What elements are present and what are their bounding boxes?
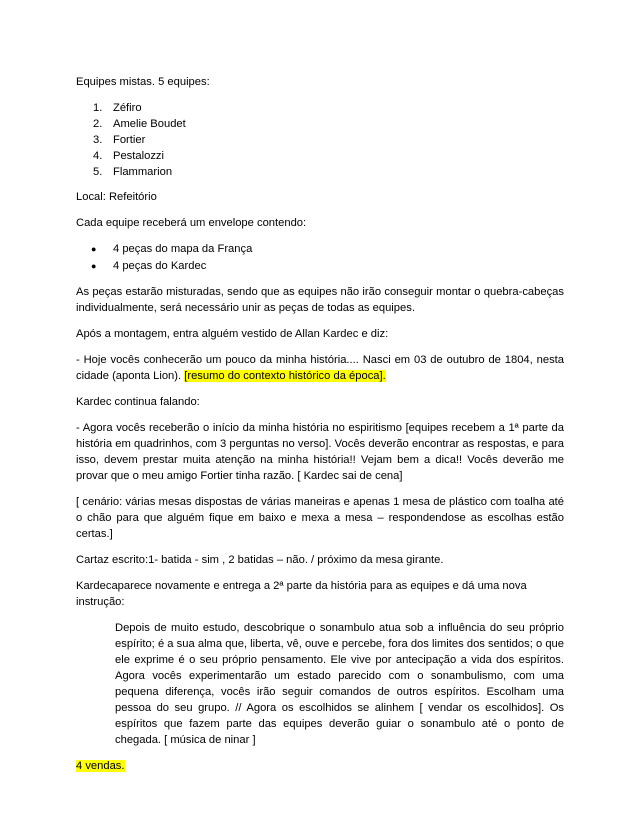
intro-text: Equipes mistas. 5 equipes: [76, 76, 210, 88]
instruction-block: Depois de muito estudo, descobrique o sonambulo atua sob a influência do seu próprio espírito; é a sua alma que, liberta, vê, ouve e percebe, fora dos limites dos sentidos; o que ele exprime é o seu próprio pensamento. Ele vive por antecipação a vida dos espíritos. Agora vocês experimentarão um estado parecido com o sonambulismo, com uma pequena diferença, vocês irão seguir comandos de outros espíritos. Escolham uma pessoa do seu grupo. // Agora os escolhidos se alinhem [ vendar os escolhidos]. Os espíritos que fazem parte das equipes deverão guiar o sonambulo até o ponto de chegada. [ música de ninar ] [115, 622, 564, 746]
bullet-icon: ● [91, 261, 97, 271]
list-item: ● 4 peças do mapa da França [76, 241, 564, 258]
sign-text: Cartaz escrito:1- batida - sim , 2 batidas – não. / próximo da mesa girante. [76, 554, 444, 566]
highlighted-note: 4 vendas. [76, 760, 125, 772]
list-item: 4. Pestalozzi [93, 150, 164, 162]
location-text: Local: Refeitório [76, 191, 157, 203]
team-list [76, 100, 564, 180]
highlighted-note: [resumo do contexto histórico da época]. [184, 370, 386, 382]
list-item: ● 4 peças do Kardec [76, 258, 564, 275]
envelope-intro: Cada equipe receberá um envelope contendo: [76, 217, 307, 229]
pieces-note: As peças estarão misturadas, sendo que as equipes não irão conseguir montar o quebra-cabeças individualmente, será necessário unir as peças de todas as equipes. [76, 286, 564, 314]
scenario-text: [ cenário: várias mesas dispostas de várias maneiras e apenas 1 mesa de plástico com toalha até o chão para que alguém fique em baixo e mexa a mesa – respondendose as escolhas estão certas.] [76, 496, 564, 540]
kardec-speech-2: - Agora vocês receberão o início da minha história no espiritismo [equipes recebem a 1ª parte da história em quadrinhos, com 3 perguntas no verso]. Vocês deverão encontrar as respostas, e para isso, devem prestar muita atenção na minha história!! Vejam bem a dica!! Vocês deverão me provar que o meu amigo Fortier tinha razão. [ Kardec sai de cena] [76, 422, 564, 482]
list-item: 2. Amelie Boudet [93, 118, 186, 130]
final-note [76, 758, 564, 774]
after-assembly-text: Após a montagem, entra alguém vestido de Allan Kardec e diz: [76, 328, 389, 340]
team-name: Zéfiro [113, 102, 142, 114]
envelope-list [76, 241, 564, 275]
document-page [76, 74, 564, 784]
team-name: Pestalozzi [113, 150, 164, 162]
kardec-continues-text: Kardec continua falando: [76, 396, 200, 408]
list-item: 1. Zéfiro [93, 102, 142, 114]
kardec-returns-text: Kardecaparece novamente e entrega a 2ª parte da história para as equipes e dá uma nova instrução: [76, 580, 527, 608]
team-name: Flammarion [113, 166, 173, 178]
team-name: Fortier [113, 134, 146, 146]
kardec-speech-1: - Hoje vocês conhecerão um pouco da minha história.... Nasci em 03 de outubro de 1804, nesta cidade (aponta Lion). [resumo do contexto histórico da época]. [76, 354, 564, 382]
list-item: 3. Fortier [93, 134, 146, 146]
list-item: 5. Flammarion [93, 166, 173, 178]
bullet-icon: ● [91, 244, 97, 254]
team-name: Amelie Boudet [113, 118, 186, 130]
